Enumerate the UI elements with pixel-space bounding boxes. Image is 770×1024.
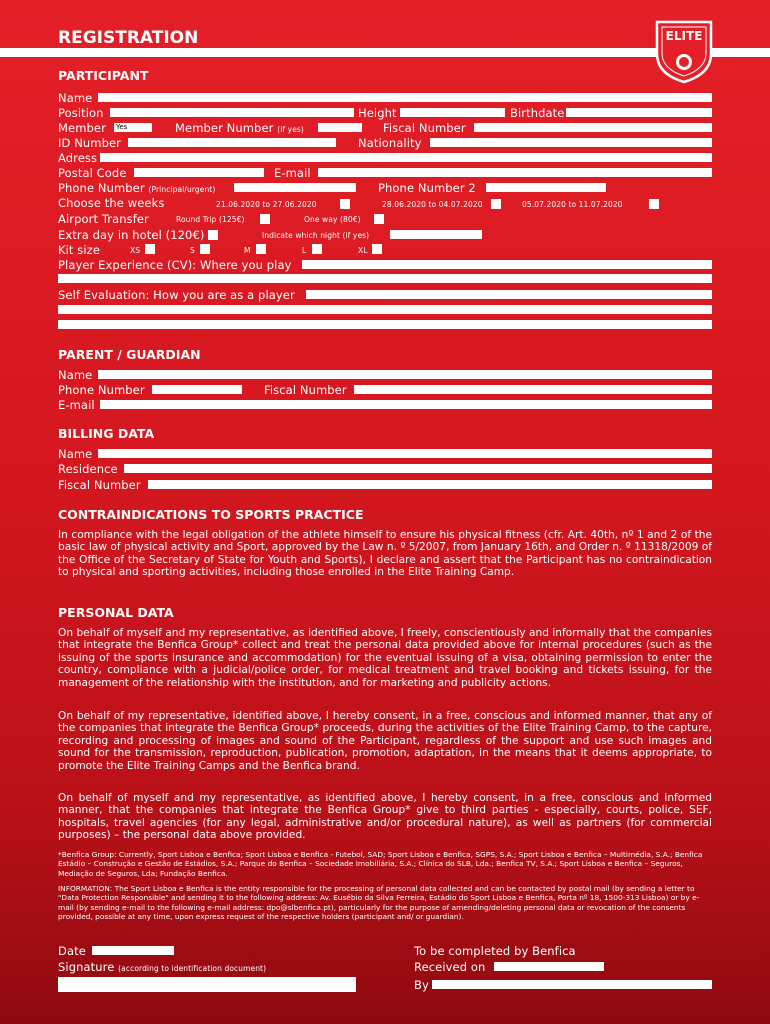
member-number-field[interactable] bbox=[318, 123, 362, 132]
guardian-phone-field[interactable] bbox=[152, 385, 242, 394]
guardian-name-field[interactable] bbox=[98, 370, 712, 379]
phone2-label: Phone Number 2 bbox=[378, 181, 476, 195]
experience-label: Player Experience (CV): Where you play bbox=[58, 258, 292, 272]
weeks-label: Choose the weeks bbox=[58, 196, 165, 210]
fiscal-number-field[interactable] bbox=[474, 123, 712, 132]
week1-label: 21.06.2020 to 27.06.2020 bbox=[216, 200, 317, 209]
week2-label: 28.06.2020 to 04.07.2020 bbox=[382, 200, 483, 209]
date-field[interactable] bbox=[92, 946, 174, 955]
week3-checkbox[interactable] bbox=[649, 199, 659, 209]
kit-xl-label: XL bbox=[358, 246, 368, 255]
personal-data-p3: On behalf of myself and my representative, as identified above, I hereby consent, in a free, conscious and informed manner, that the companies that integrate the Benfica Group* give to third parties - especially, courts, police, SEF, hospitals, travel agencies (for any legal, administrative and/or procedural nature), as well as partners (for commercial purposes) – the personal data above provided. bbox=[58, 792, 712, 842]
participant-heading: PARTICIPANT bbox=[58, 68, 149, 83]
email-field[interactable] bbox=[318, 168, 712, 177]
kit-xs-checkbox[interactable] bbox=[145, 244, 155, 254]
phone2-field[interactable] bbox=[486, 183, 606, 192]
logo-subtext: TRAINING CAMP bbox=[666, 42, 702, 47]
phone-field[interactable] bbox=[234, 183, 356, 192]
contraindications-heading: CONTRAINDICATIONS TO SPORTS PRACTICE bbox=[58, 507, 364, 522]
round-trip-checkbox[interactable] bbox=[260, 214, 270, 224]
height-field[interactable] bbox=[400, 108, 505, 117]
birthdate-field[interactable] bbox=[566, 108, 712, 117]
guardian-phone-label: Phone Number bbox=[58, 383, 145, 397]
member-select[interactable]: Yes bbox=[114, 123, 152, 132]
address-label: Adress bbox=[58, 151, 98, 165]
nationality-label: Nationality bbox=[358, 136, 422, 150]
billing-fiscal-field[interactable] bbox=[148, 480, 712, 489]
guardian-email-label: E-mail bbox=[58, 398, 95, 412]
experience-field[interactable] bbox=[302, 260, 712, 269]
date-label: Date bbox=[58, 944, 86, 958]
extra-night-field[interactable] bbox=[390, 230, 482, 239]
email-label: E-mail bbox=[274, 166, 311, 180]
extra-day-label: Extra day in hotel (120€) bbox=[58, 228, 205, 242]
benfica-group-note: *Benfica Group: Currently, Sport Lisboa e Benfica; Sport Lisboa e Benfica - Futebol, SAD; Sport Lisboa e Benfica, SGPS, S.A.; Sport Lisboa e Benfica – Multimédia, S.A.; Benfica Estádio – Construção e Gestão de Estádios, S.A.; Parque do Benfica – Sociedade Imobiliária, S.A.; Clínica do SLB, Lda.; Benfica TV, S.A.; Sport Lisboa e Benfica – Seguros, Mediação de Seguros, Lda; Fundação Benfica. bbox=[58, 850, 703, 878]
kit-s-label: S bbox=[190, 246, 195, 255]
id-number-label: ID Number bbox=[58, 136, 121, 150]
id-number-field[interactable] bbox=[128, 138, 336, 147]
self-evaluation-field-line3[interactable] bbox=[58, 320, 712, 329]
experience-field-line2[interactable] bbox=[58, 274, 712, 283]
fiscal-number-label: Fiscal Number bbox=[383, 121, 466, 135]
kit-s-checkbox[interactable] bbox=[200, 244, 210, 254]
information-note: INFORMATION: The Sport Lisboa e Benfica is the entity responsible for the processing of personal data collected and can be contacted by postal mail (by sending a letter to "Data Protection Responsible" and sending it to the following address: Av. Eusébio da Silva Ferreira, Estádio do Sport Lisboa e Benfica, Porta nº 18, 1500-313 Lisboa) or by e-mail (by sending e-mail to the following e-mail address: dpo@slbenfica.pt), particularly for the purpose of amending/deleting personal data or revocation of the consents provided, possible at any time, upon express request of the respective holders (participant and/ or guardian). bbox=[58, 884, 700, 922]
billing-residence-field[interactable] bbox=[124, 464, 712, 473]
week3-label: 05.07.2020 to 11.07.2020 bbox=[522, 200, 623, 209]
postal-code-field[interactable] bbox=[134, 168, 264, 177]
round-trip-label: Round Trip (125€) bbox=[176, 215, 245, 224]
kit-xs-label: XS bbox=[130, 246, 141, 255]
phone-label: Phone Number (Principal/urgent) bbox=[58, 181, 216, 195]
member-number-label: Member Number (if yes) bbox=[175, 121, 304, 135]
member-label: Member bbox=[58, 121, 106, 135]
position-field[interactable] bbox=[110, 108, 354, 117]
guardian-name-label: Name bbox=[58, 368, 93, 382]
kit-xl-checkbox[interactable] bbox=[372, 244, 382, 254]
postal-code-label: Postal Code bbox=[58, 166, 127, 180]
signature-box[interactable] bbox=[58, 977, 356, 992]
page-title: REGISTRATION bbox=[58, 28, 199, 48]
kit-l-checkbox[interactable] bbox=[312, 244, 322, 254]
contraindications-text: In compliance with the legal obligation of the athlete himself to ensure his physical fitness (cfr. Art. 40th, nº 1 and 2 of the basic law of physical activity and Sport, approved by the Law n. º 5/2007, from January 16th, and Order n. º 11318/2009 of the Office of the Secretary of State for Youth and Sports), I declare and assert that the Participant has no contraindication to physical and sporting activities, including those enrolled in the Elite Training Camp. bbox=[58, 529, 712, 579]
kit-l-label: L bbox=[302, 246, 307, 255]
name-label: Name bbox=[58, 91, 93, 105]
benfica-completion-label: To be completed by Benfica bbox=[414, 944, 576, 958]
billing-name-field[interactable] bbox=[98, 449, 712, 458]
week2-checkbox[interactable] bbox=[491, 199, 501, 209]
one-way-checkbox[interactable] bbox=[374, 214, 384, 224]
guardian-heading: PARENT / GUARDIAN bbox=[58, 347, 201, 362]
personal-data-heading: PERSONAL DATA bbox=[58, 605, 174, 620]
guardian-fiscal-label: Fiscal Number bbox=[264, 383, 347, 397]
birthdate-label: Birthdate bbox=[510, 106, 565, 120]
kit-size-label: Kit size bbox=[58, 243, 100, 257]
by-label: By bbox=[414, 978, 429, 992]
self-evaluation-label: Self Evaluation: How you are as a player bbox=[58, 288, 295, 302]
by-field[interactable] bbox=[432, 980, 712, 989]
self-evaluation-field-line2[interactable] bbox=[58, 305, 712, 314]
signature-label: Signature (according to identification document) bbox=[58, 960, 267, 974]
nationality-field[interactable] bbox=[430, 138, 712, 147]
billing-fiscal-label: Fiscal Number bbox=[58, 478, 141, 492]
airport-label: Airport Transfer bbox=[58, 212, 149, 226]
week1-checkbox[interactable] bbox=[340, 199, 350, 209]
height-label: Height bbox=[358, 106, 397, 120]
received-on-label: Received on bbox=[414, 960, 486, 974]
personal-data-p2: On behalf of my representative, identified above, I hereby consent, in a free, conscious and informed manner, that any of the companies that integrate the Benfica Group* proceeds, during the activities of the Elite Training Camp, to the capture, recording and processing of images and sound of the Participant, regardless of the support and use such images and sound for the transmission, reproduction, publication, promotion, adaptation, in the means that it deems appropriate, to promote the Elite Training Camps and the Benfica brand. bbox=[58, 710, 712, 772]
billing-name-label: Name bbox=[58, 447, 93, 461]
kit-m-label: M bbox=[244, 246, 251, 255]
extra-night-note: Indicate which night (if yes) bbox=[262, 231, 370, 240]
billing-residence-label: Residence bbox=[58, 462, 118, 476]
name-field[interactable] bbox=[98, 93, 712, 102]
personal-data-p1: On behalf of myself and my representative, as identified above, I freely, conscientiously and informally that the companies that integrate the Benfica Group* collect and treat the personal data provided above for internal procedures (such as the issuing of the sports insurance and accommodation) for the eventual issuing of a visa, obtaining permission to enter the country, compliance with a judicial/police order, for medical treatment and travel booking and tickets issuing, for the management of the relationship with the institution, and for marketing and publicity actions. bbox=[58, 627, 712, 689]
kit-m-checkbox[interactable] bbox=[256, 244, 266, 254]
one-way-label: One way (80€) bbox=[304, 215, 361, 224]
received-on-field[interactable] bbox=[494, 962, 604, 971]
position-label: Position bbox=[58, 106, 104, 120]
elite-logo bbox=[653, 18, 715, 84]
guardian-fiscal-field[interactable] bbox=[354, 385, 712, 394]
logo-text: ELITE bbox=[665, 29, 703, 43]
guardian-email-field[interactable] bbox=[100, 400, 712, 409]
address-field[interactable] bbox=[100, 153, 712, 162]
self-evaluation-field[interactable] bbox=[306, 290, 712, 299]
billing-heading: BILLING DATA bbox=[58, 426, 155, 441]
extra-day-checkbox[interactable] bbox=[208, 230, 218, 240]
